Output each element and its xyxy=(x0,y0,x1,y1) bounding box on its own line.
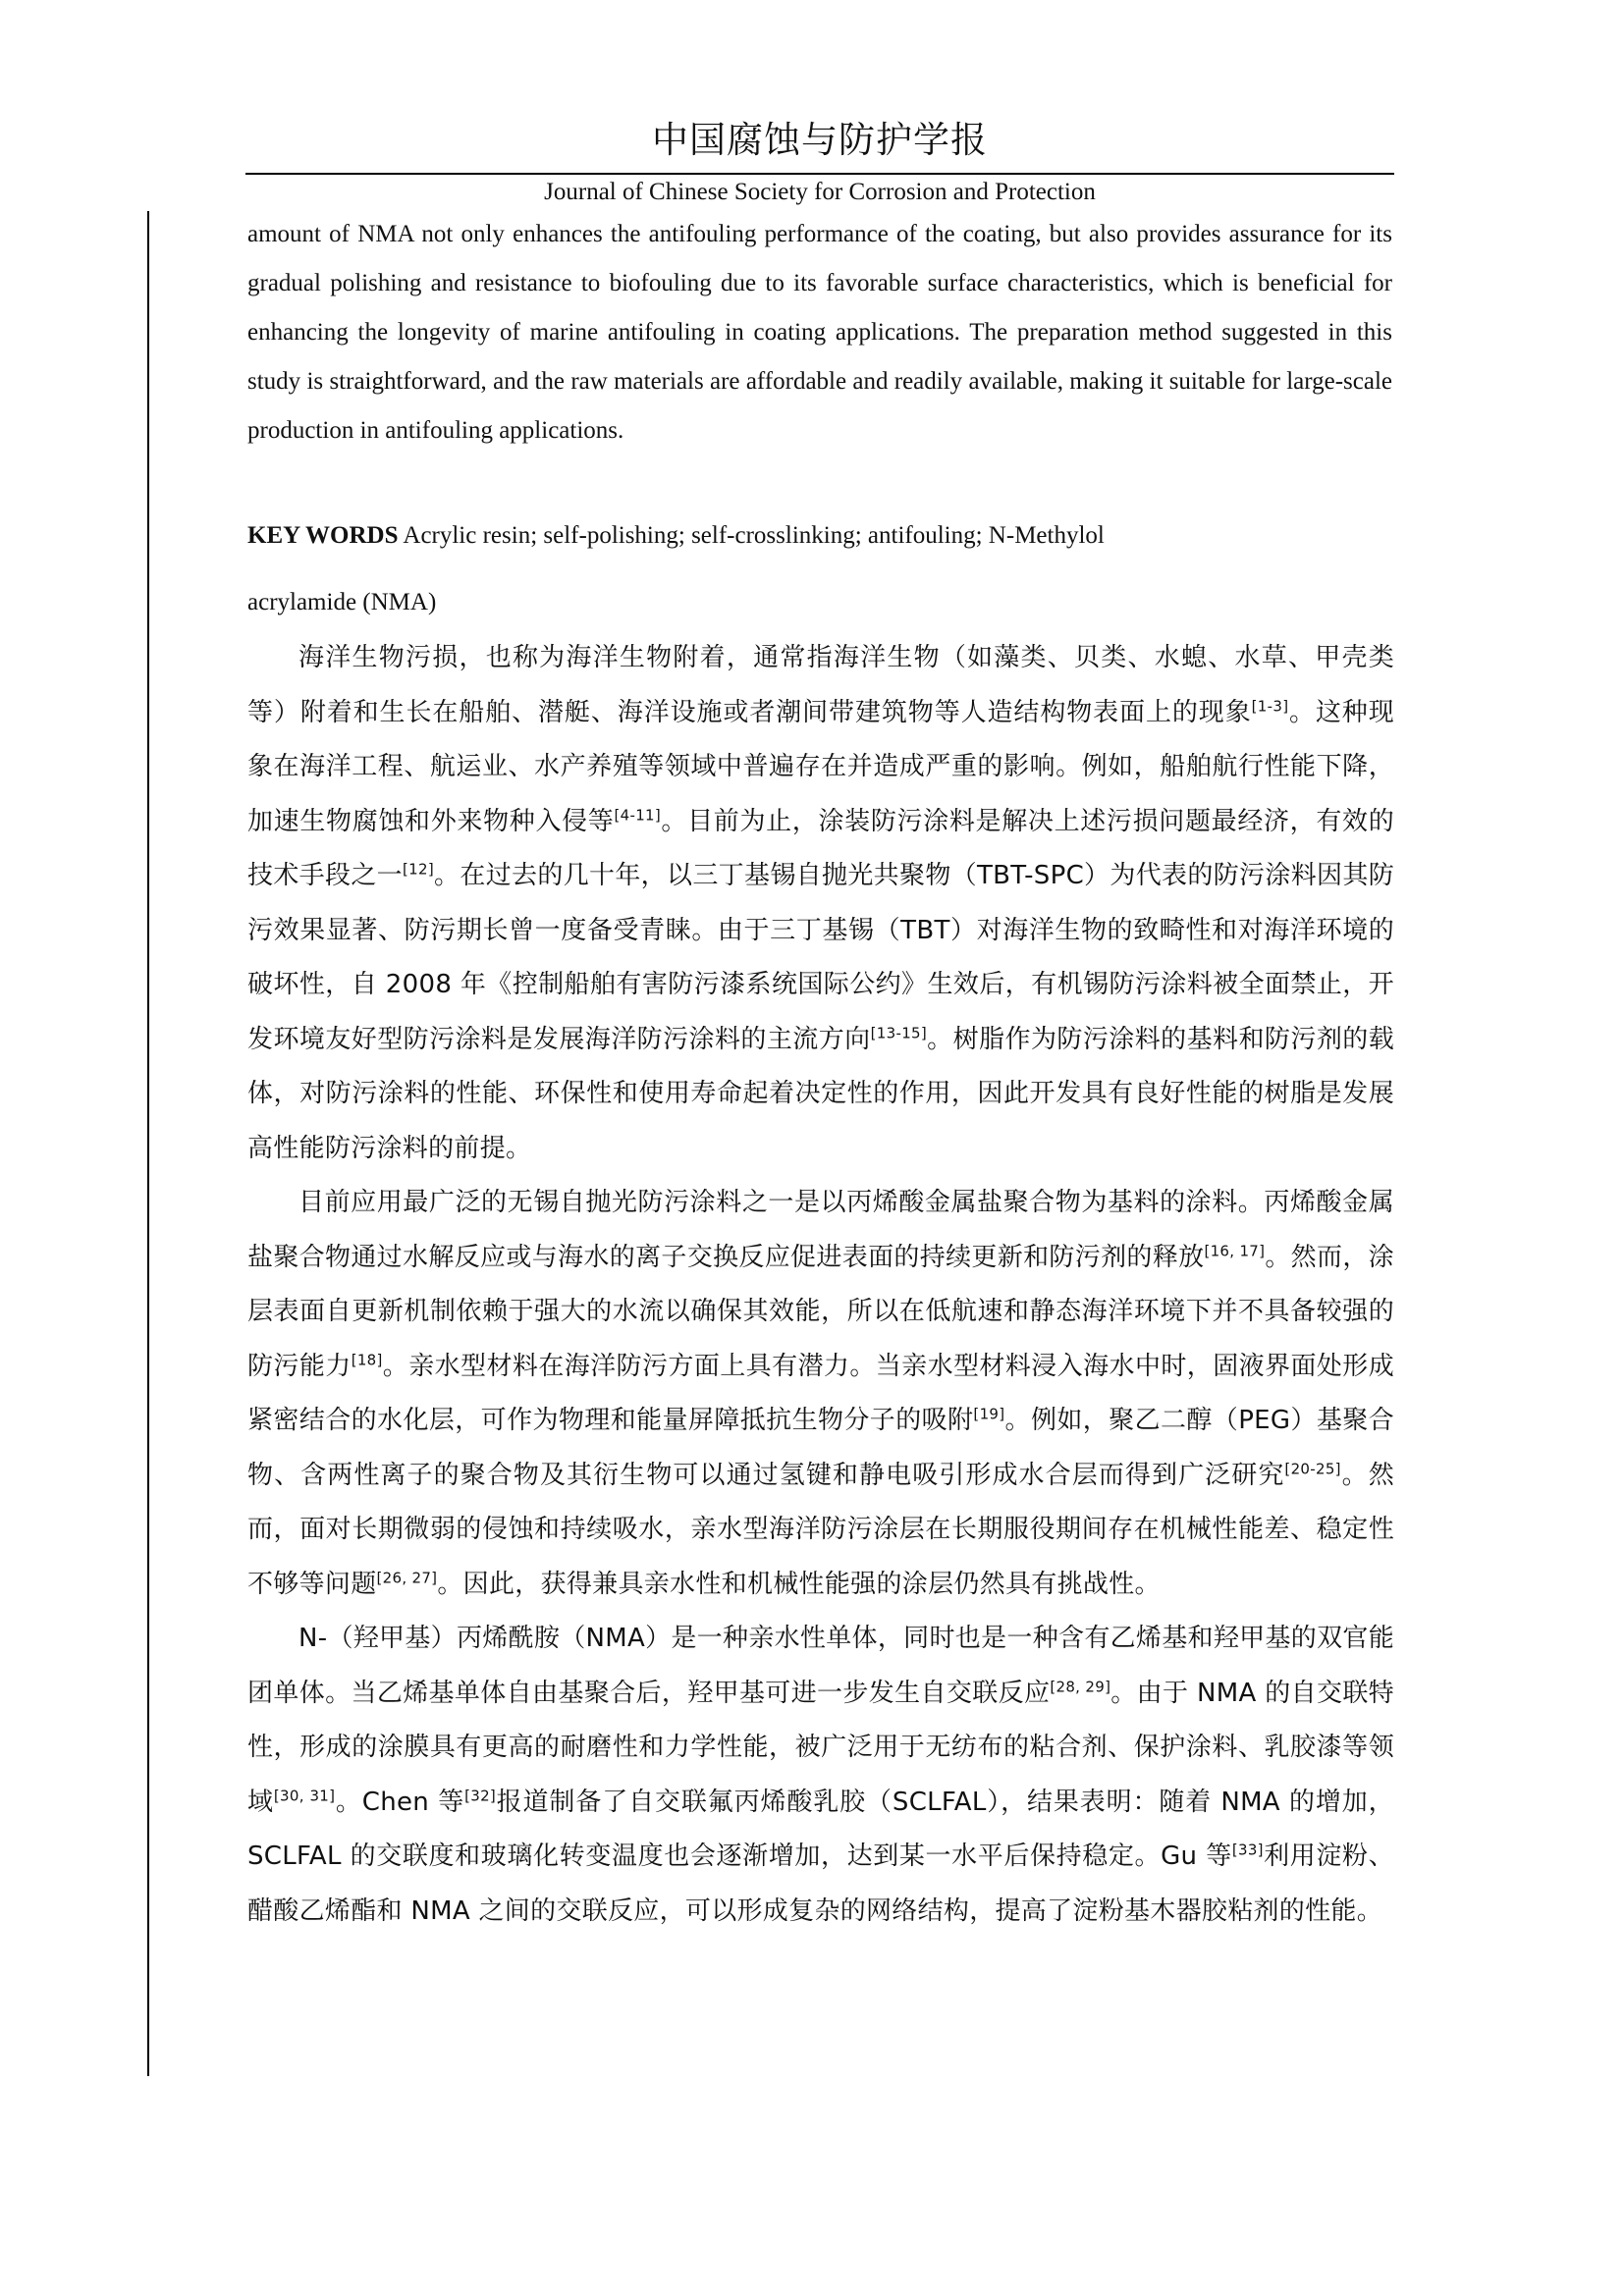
paragraph-text: N-（羟甲基）丙烯酰胺（NMA）是一种亲水性单体，同时也是一种含有乙烯基和羟甲基的双官能团单体。当乙烯基单体自由基聚合后，羟甲基可进一步发生自交联反应 xyxy=(247,1624,1394,1708)
keywords-line xyxy=(247,511,1392,561)
keywords-line-continued: acrylamide (NMA) xyxy=(247,589,437,615)
citation-ref: [1-3] xyxy=(1251,696,1289,715)
paragraph-1 xyxy=(247,631,1394,1176)
paragraph-text: 。Chen 等 xyxy=(335,1787,465,1817)
paragraph-text: 。因此，获得兼具亲水性和机械性能强的涂层仍然具有挑战性。 xyxy=(437,1569,1161,1599)
citation-ref: [12] xyxy=(403,860,434,879)
paragraph-text: 。亲水型材料在海洋防污方面上具有潜力。当亲水型材料浸入海水中时，固液界面处形成紧密结合的水化层，可作为物理和能量屏障抵抗生物分子的吸附 xyxy=(247,1351,1395,1435)
paragraph-text: 海洋生物污损，也称为海洋生物附着，通常指海洋生物（如藻类、贝类、水螅、水草、甲壳类等）附着和生长在船舶、潜艇、海洋设施或者潮间带建筑物等人造结构物表面上的现象 xyxy=(247,643,1394,727)
paragraph-text: 。然而，面对长期微弱的侵蚀和持续吸水，亲水型海洋防污涂层在长期服役期间存在机械性能差、稳定性不够等问题 xyxy=(247,1460,1394,1599)
citation-ref: [19] xyxy=(973,1405,1005,1423)
citation-ref: [4-11] xyxy=(614,805,662,824)
paragraph-text: 。树脂作为防污涂料的基料和防污剂的载体，对防污涂料的性能、环保性和使用寿命起着决定性的作用，因此开发具有良好性能的树脂是发展高性能防污涂料的前提。 xyxy=(247,1024,1395,1163)
citation-ref: [18] xyxy=(351,1350,383,1368)
english-abstract-continuation: amount of NMA not only enhances the antifouling performance of the coating, but also provides assurance for its gradual polishing and resistance to biofouling due to its favorable surface characteristics, which is beneficial for enhancing the longevity of marine antifouling in coating applications. The preparation method suggested in this study is straightforward, and the raw materials are affordable and readily available, making it suitable for large-scale production in antifouling applications. xyxy=(247,221,1392,444)
citation-ref: [16, 17] xyxy=(1204,1241,1266,1259)
paragraph-text: 报道制备了自交联氟丙烯酸乳胶（SCLFAL），结果表明：随着 NMA 的增加，SCLFAL 的交联度和玻璃化转变温度也会逐渐增加，达到某一水平后保持稳定。Gu 等 xyxy=(247,1787,1394,1871)
paragraph-text: 。在过去的几十年，以三丁基锡自抛光共聚物（TBT-SPC）为代表的防污涂料因其防污效果显著、防污期长曾一度备受青睐。由于三丁基锡（TBT）对海洋生物的致畸性和对海洋环境的破坏性，自 2008 年《控制船舶有害防污漆系统国际公约》生效后，有机锡防污涂料被全面禁止，开发环境友好型防污涂料是发展海洋防污涂料的主流方向 xyxy=(247,861,1394,1054)
citation-ref: [13-15] xyxy=(870,1023,928,1041)
keywords-text: Acrylic resin; self-polishing; self-crosslinking; antifouling; N-Methylol xyxy=(398,522,1105,549)
citation-ref: [33] xyxy=(1231,1841,1264,1859)
paragraph-text: 。例如，聚乙二醇（PEG）基聚合物、含两性离子的聚合物及其衍生物可以通过氢键和静电吸引形成水合层而得到广泛研究 xyxy=(247,1406,1394,1490)
margin-rule xyxy=(147,211,149,2076)
citation-ref: [30, 31] xyxy=(273,1786,336,1804)
chinese-body-text xyxy=(247,631,1394,1939)
paragraph-text: 利用淀粉、醋酸乙烯酯和 NMA 之间的交联反应，可以形成复杂的网络结构，提高了淀粉基木器胶粘剂的性能。 xyxy=(247,1842,1394,1926)
paragraph-3 xyxy=(247,1612,1394,1939)
paragraph-text: 目前应用最广泛的无锡自抛光防污涂料之一是以丙烯酸金属盐聚合物为基料的涂料。丙烯酸金属盐聚合物通过水解反应或与海水的离子交换反应促进表面的持续更新和防污剂的释放 xyxy=(247,1188,1394,1272)
paragraph-text: 。然而，涂层表面自更新机制依赖于强大的水流以确保其效能，所以在低航速和静态海洋环境下并不具备较强的防污能力 xyxy=(247,1242,1394,1381)
paragraph-text: 。目前为止，涂装防污涂料是解决上述污损问题最经济，有效的技术手段之一 xyxy=(247,806,1394,890)
keywords-label: KEY WORDS xyxy=(247,522,399,549)
citation-ref: [26, 27] xyxy=(376,1568,438,1586)
journal-title: 中国腐蚀与防护学报 xyxy=(652,119,988,161)
paragraph-text: 。由于 NMA 的自交联特性，形成的涂膜具有更高的耐磨性和力学性能，被广泛用于无纺布的粘合剂、保护涂料、乳胶漆等领域 xyxy=(247,1678,1394,1817)
citation-ref: [20-25] xyxy=(1284,1459,1341,1477)
citation-ref: [32] xyxy=(464,1786,497,1804)
paragraph-2 xyxy=(247,1176,1394,1612)
citation-ref: [28, 29] xyxy=(1050,1677,1111,1695)
paragraph-text: 。这种现象在海洋工程、航运业、水产养殖等领域中普遍存在并造成严重的影响。例如，船舶航行性能下降，加速生物腐蚀和外来物种入侵等 xyxy=(247,697,1395,836)
journal-subtitle: Journal of Chinese Society for Corrosion and Protection xyxy=(544,179,1096,205)
